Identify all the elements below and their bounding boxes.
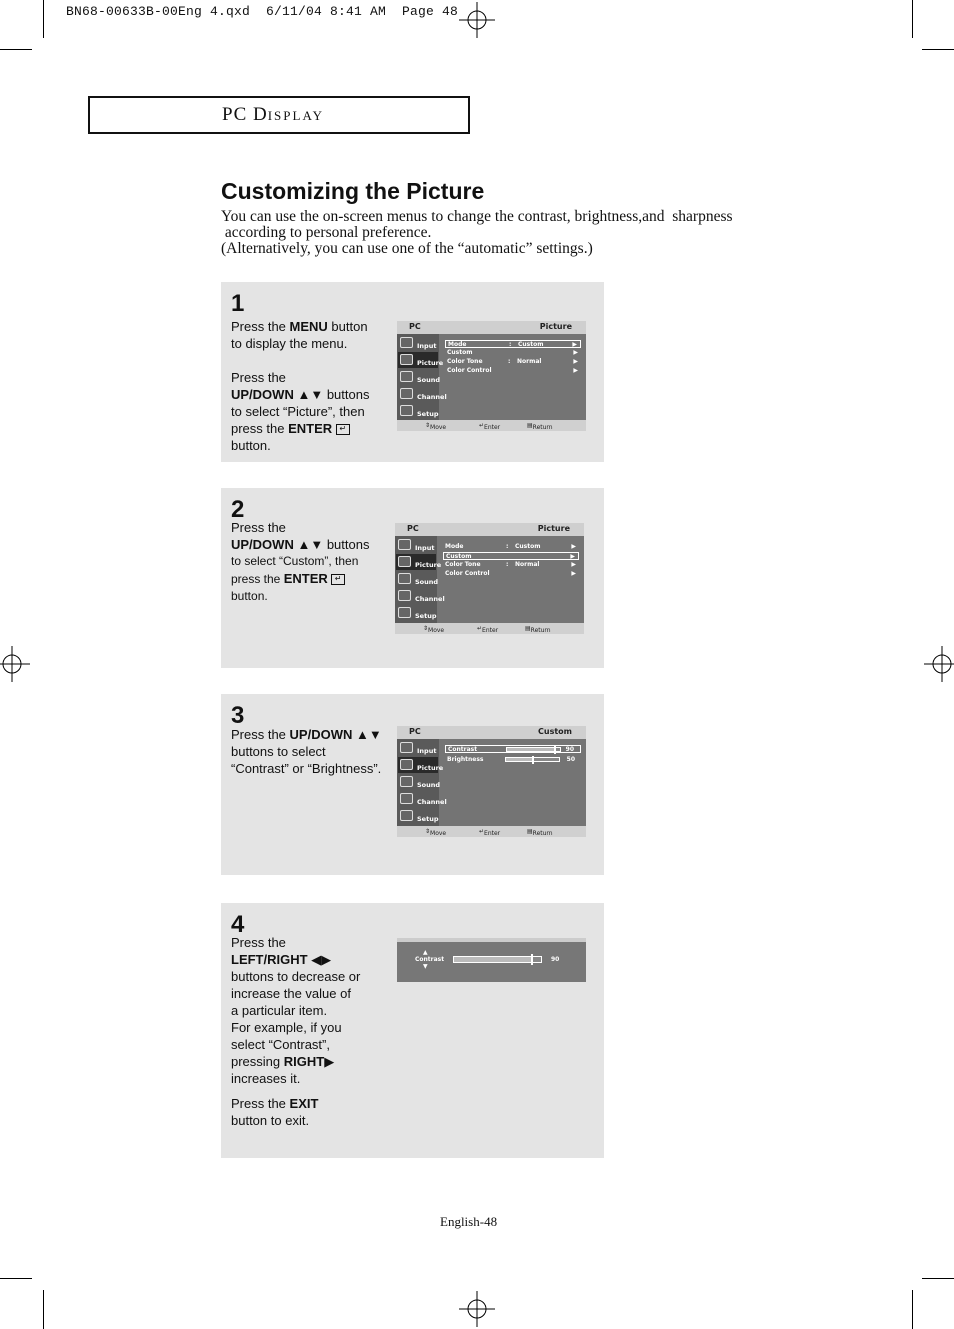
- exit-button-label: EXIT: [289, 1096, 319, 1111]
- label: Input: [415, 544, 435, 552]
- footer-language: English-: [440, 1214, 485, 1229]
- up-down-arrows-icon: ▲▼: [297, 537, 324, 552]
- osd-row-colortone: [443, 561, 579, 569]
- move-hint: ⇕ Move: [425, 828, 447, 837]
- osd-picture-menu: [397, 321, 586, 431]
- osd-row-custom: [443, 552, 579, 560]
- label: Channel: [417, 798, 447, 806]
- label: Input: [417, 747, 437, 755]
- label: Picture: [417, 359, 444, 367]
- text: increase the value of: [231, 986, 351, 1001]
- return-hint: ▤ Return: [527, 828, 553, 837]
- text: press the: [231, 572, 284, 586]
- osd-row-contrast: [445, 745, 581, 753]
- label: Return: [530, 627, 551, 634]
- row-value: Custom: [515, 543, 541, 550]
- setup-icon: [398, 607, 411, 618]
- section-title: [222, 104, 324, 126]
- text: Press the: [231, 1096, 290, 1111]
- bar-knob: [554, 746, 556, 754]
- crop-mark: [0, 1278, 32, 1279]
- colon: :: [508, 358, 511, 365]
- osd-source: PC: [407, 524, 419, 533]
- label: Sound: [415, 578, 439, 586]
- osd-title: Custom: [538, 727, 572, 736]
- osd-side-channel: [396, 588, 445, 604]
- osd-row-brightness: [445, 756, 581, 764]
- label: Input: [417, 342, 437, 350]
- osd-title: Picture: [537, 524, 570, 533]
- sound-icon: [400, 776, 413, 787]
- input-icon: [400, 742, 413, 753]
- label: Move: [428, 627, 445, 634]
- right-arrow-icon: ▶: [573, 367, 578, 374]
- crop-mark: [922, 1278, 954, 1279]
- right-arrow-icon: ▶: [571, 570, 576, 577]
- return-hint: ▤ Return: [525, 625, 551, 634]
- move-hint: ⇕ Move: [423, 625, 445, 634]
- label: Enter: [482, 627, 499, 634]
- right-button-label: RIGHT: [283, 1054, 325, 1069]
- crop-mark: [912, 0, 913, 38]
- label: Enter: [484, 830, 501, 837]
- crop-mark: [43, 0, 44, 38]
- right-arrow-icon: ▶: [571, 561, 576, 568]
- osd-sidebar: [397, 334, 447, 420]
- down-arrow-icon: ▼: [423, 963, 428, 970]
- osd-sidebar: [395, 536, 445, 623]
- step-2-text: [231, 519, 369, 605]
- intro-line: according to personal preference.: [221, 224, 432, 241]
- page-number: 48: [484, 1214, 498, 1229]
- osd-custom-menu: [397, 726, 586, 837]
- text: For example, if you: [231, 1020, 342, 1035]
- print-slug: BN68-00633B-00Eng 4.qxd 6/11/04 8:41 AM Page 48: [66, 4, 459, 19]
- step-number: 4: [231, 911, 245, 938]
- label: Channel: [417, 393, 447, 401]
- row-key: Custom: [447, 349, 473, 356]
- osd-source: PC: [409, 322, 421, 331]
- sound-icon: [398, 573, 411, 584]
- osd-side-setup: [398, 808, 438, 824]
- text: Press the: [231, 935, 286, 950]
- picture-icon: [400, 354, 413, 365]
- step-3-text: [231, 726, 382, 777]
- updown-button-label: UP/DOWN: [231, 537, 294, 552]
- row-value: Normal: [517, 358, 542, 365]
- right-arrow-icon: ▶: [571, 543, 576, 550]
- text: buttons to decrease or: [231, 969, 361, 984]
- slider-track: [453, 956, 542, 963]
- osd-picture-menu: [395, 523, 584, 634]
- bar-fill: [506, 758, 533, 761]
- move-hint: ⇕ Move: [425, 422, 447, 431]
- text: pressing: [231, 1054, 284, 1069]
- row-key: Color Tone: [447, 358, 483, 365]
- text: buttons: [323, 537, 370, 552]
- step-number: 1: [231, 290, 245, 317]
- row-key: Mode: [445, 543, 464, 550]
- intro-line: You can use the on-screen menus to change the contrast, brightness,and sharpness: [221, 208, 733, 225]
- osd-title: Picture: [539, 322, 572, 331]
- osd-side-picture: [398, 757, 444, 773]
- channel-icon: [398, 590, 411, 601]
- setup-icon: [400, 810, 413, 821]
- row-key: Color Tone: [445, 561, 481, 568]
- slider-top-band: [397, 938, 586, 942]
- osd-header: [397, 321, 586, 334]
- osd-row-colorcontrol: [443, 570, 579, 578]
- osd-side-setup: [398, 403, 438, 419]
- sound-icon: [400, 371, 413, 382]
- row-key: Color Control: [447, 367, 492, 374]
- label: Sound: [417, 376, 441, 384]
- leftright-button-label: LEFT/RIGHT: [231, 952, 308, 967]
- bar-fill: [507, 748, 555, 751]
- enter-hint: ↵ Enter: [479, 422, 501, 431]
- input-icon: [400, 337, 413, 348]
- osd-row-colorcontrol: [445, 367, 581, 375]
- osd-side-sound: [398, 369, 441, 385]
- text: Press the: [231, 370, 286, 385]
- text: buttons to select: [231, 744, 326, 759]
- right-arrow-icon: ▶: [572, 341, 577, 348]
- text: to select “Picture”, then: [231, 404, 365, 419]
- crop-mark: [922, 49, 954, 50]
- slider-label: Contrast: [415, 956, 445, 963]
- label: Move: [430, 424, 447, 431]
- osd-side-sound: [398, 774, 441, 790]
- osd-row-mode: [445, 340, 581, 348]
- osd-side-channel: [398, 791, 447, 807]
- text: “Contrast” or “Brightness”.: [231, 761, 382, 776]
- bar-knob: [532, 756, 534, 764]
- crop-mark: [912, 1290, 913, 1329]
- registration-mark-icon: [459, 1291, 495, 1327]
- enter-icon: ↵: [336, 424, 350, 435]
- slider-knob: [531, 954, 533, 965]
- text: a particular item.: [231, 1003, 328, 1018]
- label: Move: [430, 830, 447, 837]
- registration-mark-icon: [459, 2, 495, 38]
- right-arrow-icon: ▶: [573, 349, 578, 356]
- row-value: Normal: [515, 561, 540, 568]
- osd-sidebar: [397, 739, 447, 826]
- row-key: Custom: [446, 553, 472, 560]
- enter-button-label: ENTER: [283, 571, 328, 586]
- step-1-text: [231, 318, 369, 454]
- menu-button-label: MENU: [289, 319, 328, 334]
- enter-hint: ↵ Enter: [479, 828, 501, 837]
- osd-side-picture: [398, 352, 444, 368]
- step-number: 2: [231, 496, 245, 523]
- label: Return: [532, 424, 553, 431]
- step-4-text: [231, 934, 360, 1129]
- page-title: Customizing the Picture: [221, 178, 485, 204]
- up-down-arrows-icon: ▲▼: [356, 727, 382, 742]
- text: Press the: [231, 319, 290, 334]
- row-value: Custom: [518, 341, 544, 348]
- row-value: 50: [566, 756, 575, 763]
- section-title-smallcaps: ISPLAY: [267, 108, 325, 123]
- label: Return: [532, 830, 553, 837]
- setup-icon: [400, 405, 413, 416]
- osd-contrast-slider: [397, 938, 586, 982]
- brightness-bar: [505, 757, 560, 762]
- updown-button-label: UP/DOWN: [231, 387, 294, 402]
- osd-footer: [395, 623, 584, 634]
- picture-icon: [400, 759, 413, 770]
- osd-row-colortone: [445, 358, 581, 366]
- osd-source: PC: [409, 727, 421, 736]
- row-key: Brightness: [447, 756, 484, 763]
- osd-header: [397, 726, 586, 739]
- left-right-arrows-icon: ◀▶: [311, 952, 332, 967]
- updown-button-label: UP/DOWN: [289, 727, 353, 742]
- text: buttons: [323, 387, 370, 402]
- enter-icon: ↵: [331, 574, 345, 585]
- channel-icon: [400, 793, 413, 804]
- input-icon: [398, 539, 411, 550]
- text: button.: [231, 589, 268, 603]
- row-key: Contrast: [448, 746, 478, 753]
- osd-side-setup: [396, 605, 436, 621]
- text: Press the: [231, 520, 286, 535]
- intro-paragraph: [221, 209, 821, 257]
- osd-side-input: [396, 537, 436, 553]
- text: button: [327, 319, 368, 334]
- return-hint: ▤ Return: [527, 422, 553, 431]
- registration-mark-icon: [0, 646, 30, 682]
- text: select “Contrast”,: [231, 1037, 330, 1052]
- step-number: 3: [231, 702, 245, 729]
- row-value: 90: [565, 746, 574, 753]
- text: button to exit.: [231, 1113, 310, 1128]
- intro-line: (Alternatively, you can use one of the “automatic” settings.): [221, 240, 593, 257]
- text: Press the: [231, 727, 290, 742]
- osd-row-custom: [445, 349, 581, 357]
- label: Setup: [415, 612, 437, 620]
- right-arrow-icon: ▶: [573, 358, 578, 365]
- step-3-panel: [221, 694, 604, 875]
- text: to display the menu.: [231, 336, 348, 351]
- label: Setup: [417, 815, 439, 823]
- picture-icon: [398, 556, 411, 567]
- label: Picture: [417, 764, 444, 772]
- slider-fill: [454, 957, 532, 962]
- colon: :: [506, 561, 509, 568]
- label: Channel: [415, 595, 445, 603]
- text: to select “Custom”, then: [231, 554, 359, 568]
- right-arrow-icon: ▶: [570, 553, 575, 560]
- text: press the: [231, 421, 289, 436]
- label: Enter: [484, 424, 501, 431]
- slider-value: 90: [551, 956, 560, 963]
- osd-side-channel: [398, 386, 447, 402]
- registration-mark-icon: [924, 646, 954, 682]
- step-4-panel: [221, 903, 604, 1158]
- osd-side-input: [398, 335, 438, 351]
- up-down-arrows-icon: ▲▼: [297, 387, 324, 402]
- osd-row-mode: [443, 543, 579, 551]
- label: Setup: [417, 410, 439, 418]
- right-arrow-icon: ▶: [324, 1054, 335, 1069]
- crop-mark: [43, 1290, 44, 1329]
- enter-hint: ↵ Enter: [477, 625, 499, 634]
- osd-footer: [397, 826, 586, 837]
- enter-button-label: ENTER: [288, 421, 333, 436]
- up-arrow-icon: ▲: [423, 949, 428, 956]
- colon: :: [509, 341, 512, 348]
- step-2-panel: [221, 488, 604, 668]
- channel-icon: [400, 388, 413, 399]
- label: Sound: [417, 781, 441, 789]
- text: increases it.: [231, 1071, 301, 1086]
- osd-side-input: [398, 740, 438, 756]
- label: Picture: [415, 561, 442, 569]
- osd-side-sound: [396, 571, 439, 587]
- contrast-bar: [506, 747, 561, 752]
- step-1-panel: [221, 282, 604, 462]
- colon: :: [506, 543, 509, 550]
- text: button.: [231, 438, 271, 453]
- osd-header: [395, 523, 584, 536]
- page-footer: [440, 1214, 497, 1230]
- row-key: Color Control: [445, 570, 490, 577]
- section-title-main: PC D: [222, 104, 268, 125]
- osd-side-picture: [396, 554, 442, 570]
- crop-mark: [0, 49, 32, 50]
- row-key: Mode: [448, 341, 467, 348]
- osd-footer: [397, 420, 586, 431]
